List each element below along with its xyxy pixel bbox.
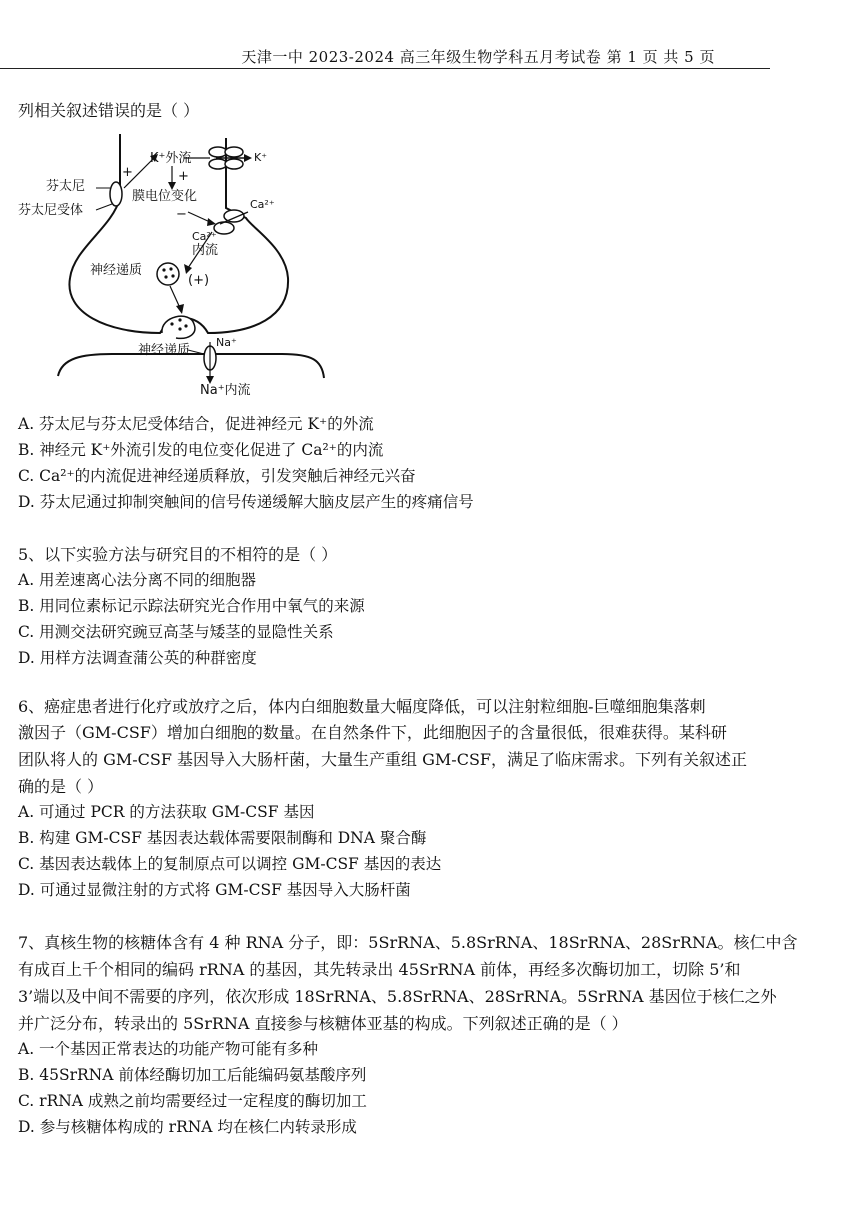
q5-option-a: A. 用差速离心法分离不同的细胞器 xyxy=(18,571,257,589)
label-plus-1: + xyxy=(122,165,133,180)
label-neurotransmitter-2: 神经递质 xyxy=(138,343,191,358)
label-na-ion: Na⁺ xyxy=(216,336,237,349)
q6-option-d: D. 可通过显微注射的方式将 GM-CSF 基因导入大肠杆菌 xyxy=(18,881,411,899)
q6-option-c: C. 基因表达载体上的复制原点可以调控 GM-CSF 基因的表达 xyxy=(18,855,442,873)
page-header xyxy=(0,44,770,69)
q6-stem-line-1: 6、癌症患者进行化疗或放疗之后，体内白细胞数量大幅度降低，可以注射粒细胞-巨噬细胞集落刺 xyxy=(18,697,706,716)
q6-option-a: A. 可通过 PCR 的方法获取 GM-CSF 基因 xyxy=(18,803,315,821)
label-plus-2: + xyxy=(178,169,189,184)
q4-option-c: C. Ca²⁺的内流促进神经递质释放，引发突触后神经元兴奋 xyxy=(18,467,416,485)
vesicle xyxy=(157,263,179,285)
q5-option-d: D. 用样方法调查蒲公英的种群密度 xyxy=(18,649,257,667)
q7-option-c: C. rRNA 成熟之前均需要经过一定程度的酶切加工 xyxy=(18,1092,367,1110)
release-bulge xyxy=(162,316,195,338)
label-k-efflux: K⁺外流 xyxy=(150,151,192,166)
q6-stem-line-3: 团队将人的 GM-CSF 基因导入大肠杆菌，大量生产重组 GM-CSF，满足了临床需求。下列有关叙述正 xyxy=(18,750,748,769)
label-ca-influx-1: Ca²⁺ xyxy=(192,230,217,243)
q5-option-b: B. 用同位素标记示踪法研究光合作用中氧气的来源 xyxy=(18,597,365,615)
label-fentanyl-receptor: 芬太尼受体 xyxy=(18,203,84,218)
fentanyl-receptor-shape xyxy=(110,182,122,206)
label-ca-influx-2: 内流 xyxy=(192,243,219,258)
label-ca-ion: Ca²⁺ xyxy=(250,198,275,211)
q4-stem: 列相关叙述错误的是（ ） xyxy=(18,101,200,120)
q6-stem-line-2: 激因子（GM-CSF）增加白细胞的数量。在自然条件下，此细胞因子的含量很低，很难获得。某科研 xyxy=(18,723,727,742)
q4-option-b: B. 神经元 K⁺外流引发的电位变化促进了 Ca²⁺的内流 xyxy=(18,441,384,459)
label-neurotransmitter-1: 神经递质 xyxy=(90,263,143,278)
neuron-synapse-diagram xyxy=(12,128,332,398)
label-k-ion: K⁺ xyxy=(254,151,268,164)
q7-option-d: D. 参与核糖体构成的 rRNA 均在核仁内转录形成 xyxy=(18,1118,357,1136)
label-na-influx: Na⁺内流 xyxy=(200,383,251,398)
q5-stem: 5、以下实验方法与研究目的不相符的是（ ） xyxy=(18,545,338,564)
q7-stem-line-4: 并广泛分布，转录出的 5SrRNA 直接参与核糖体亚基的构成。下列叙述正确的是（ ） xyxy=(18,1014,628,1033)
q7-option-a: A. 一个基因正常表达的功能产物可能有多种 xyxy=(18,1040,319,1058)
q7-stem-line-3: 3’端以及中间不需要的序列，依次形成 18SrRNA、5.8SrRNA、28SrRNA。5SrRNA 基因位于核仁之外 xyxy=(18,987,777,1006)
q7-stem-line-2: 有成百上千个相同的编码 rRNA 的基因，其先转录出 45SrRNA 前体，再经多次酶切加工，切除 5’和 xyxy=(18,960,741,979)
ca-channel xyxy=(214,210,244,234)
q6-option-b: B. 构建 GM-CSF 基因表达载体需要限制酶和 DNA 聚合酶 xyxy=(18,829,427,847)
q6-stem-line-4: 确的是（ ） xyxy=(18,777,104,796)
label-fentanyl: 芬太尼 xyxy=(46,179,86,194)
q7-stem-line-1: 7、真核生物的核糖体含有 4 种 RNA 分子，即：5SrRNA、5.8SrRNA、18SrRNA、28SrRNA。核仁中含 xyxy=(18,933,798,952)
header-text: 天津一中 2023-2024 高三年级生物学科五月考试卷 第 1 页 共 5 页 xyxy=(241,48,715,66)
label-minus: − xyxy=(176,207,187,222)
q7-option-b: B. 45SrRNA 前体经酶切加工后能编码氨基酸序列 xyxy=(18,1066,367,1084)
q4-option-d: D. 芬太尼通过抑制突触间的信号传递缓解大脑皮层产生的疼痛信号 xyxy=(18,493,474,511)
postsynaptic-membrane xyxy=(58,354,324,378)
q5-option-c: C. 用测交法研究豌豆高茎与矮茎的显隐性关系 xyxy=(18,623,334,641)
label-membrane-change: 膜电位变化 xyxy=(132,189,198,204)
q4-option-a: A. 芬太尼与芬太尼受体结合，促进神经元 K⁺的外流 xyxy=(18,415,374,433)
label-plus-paren: (+) xyxy=(188,273,210,288)
